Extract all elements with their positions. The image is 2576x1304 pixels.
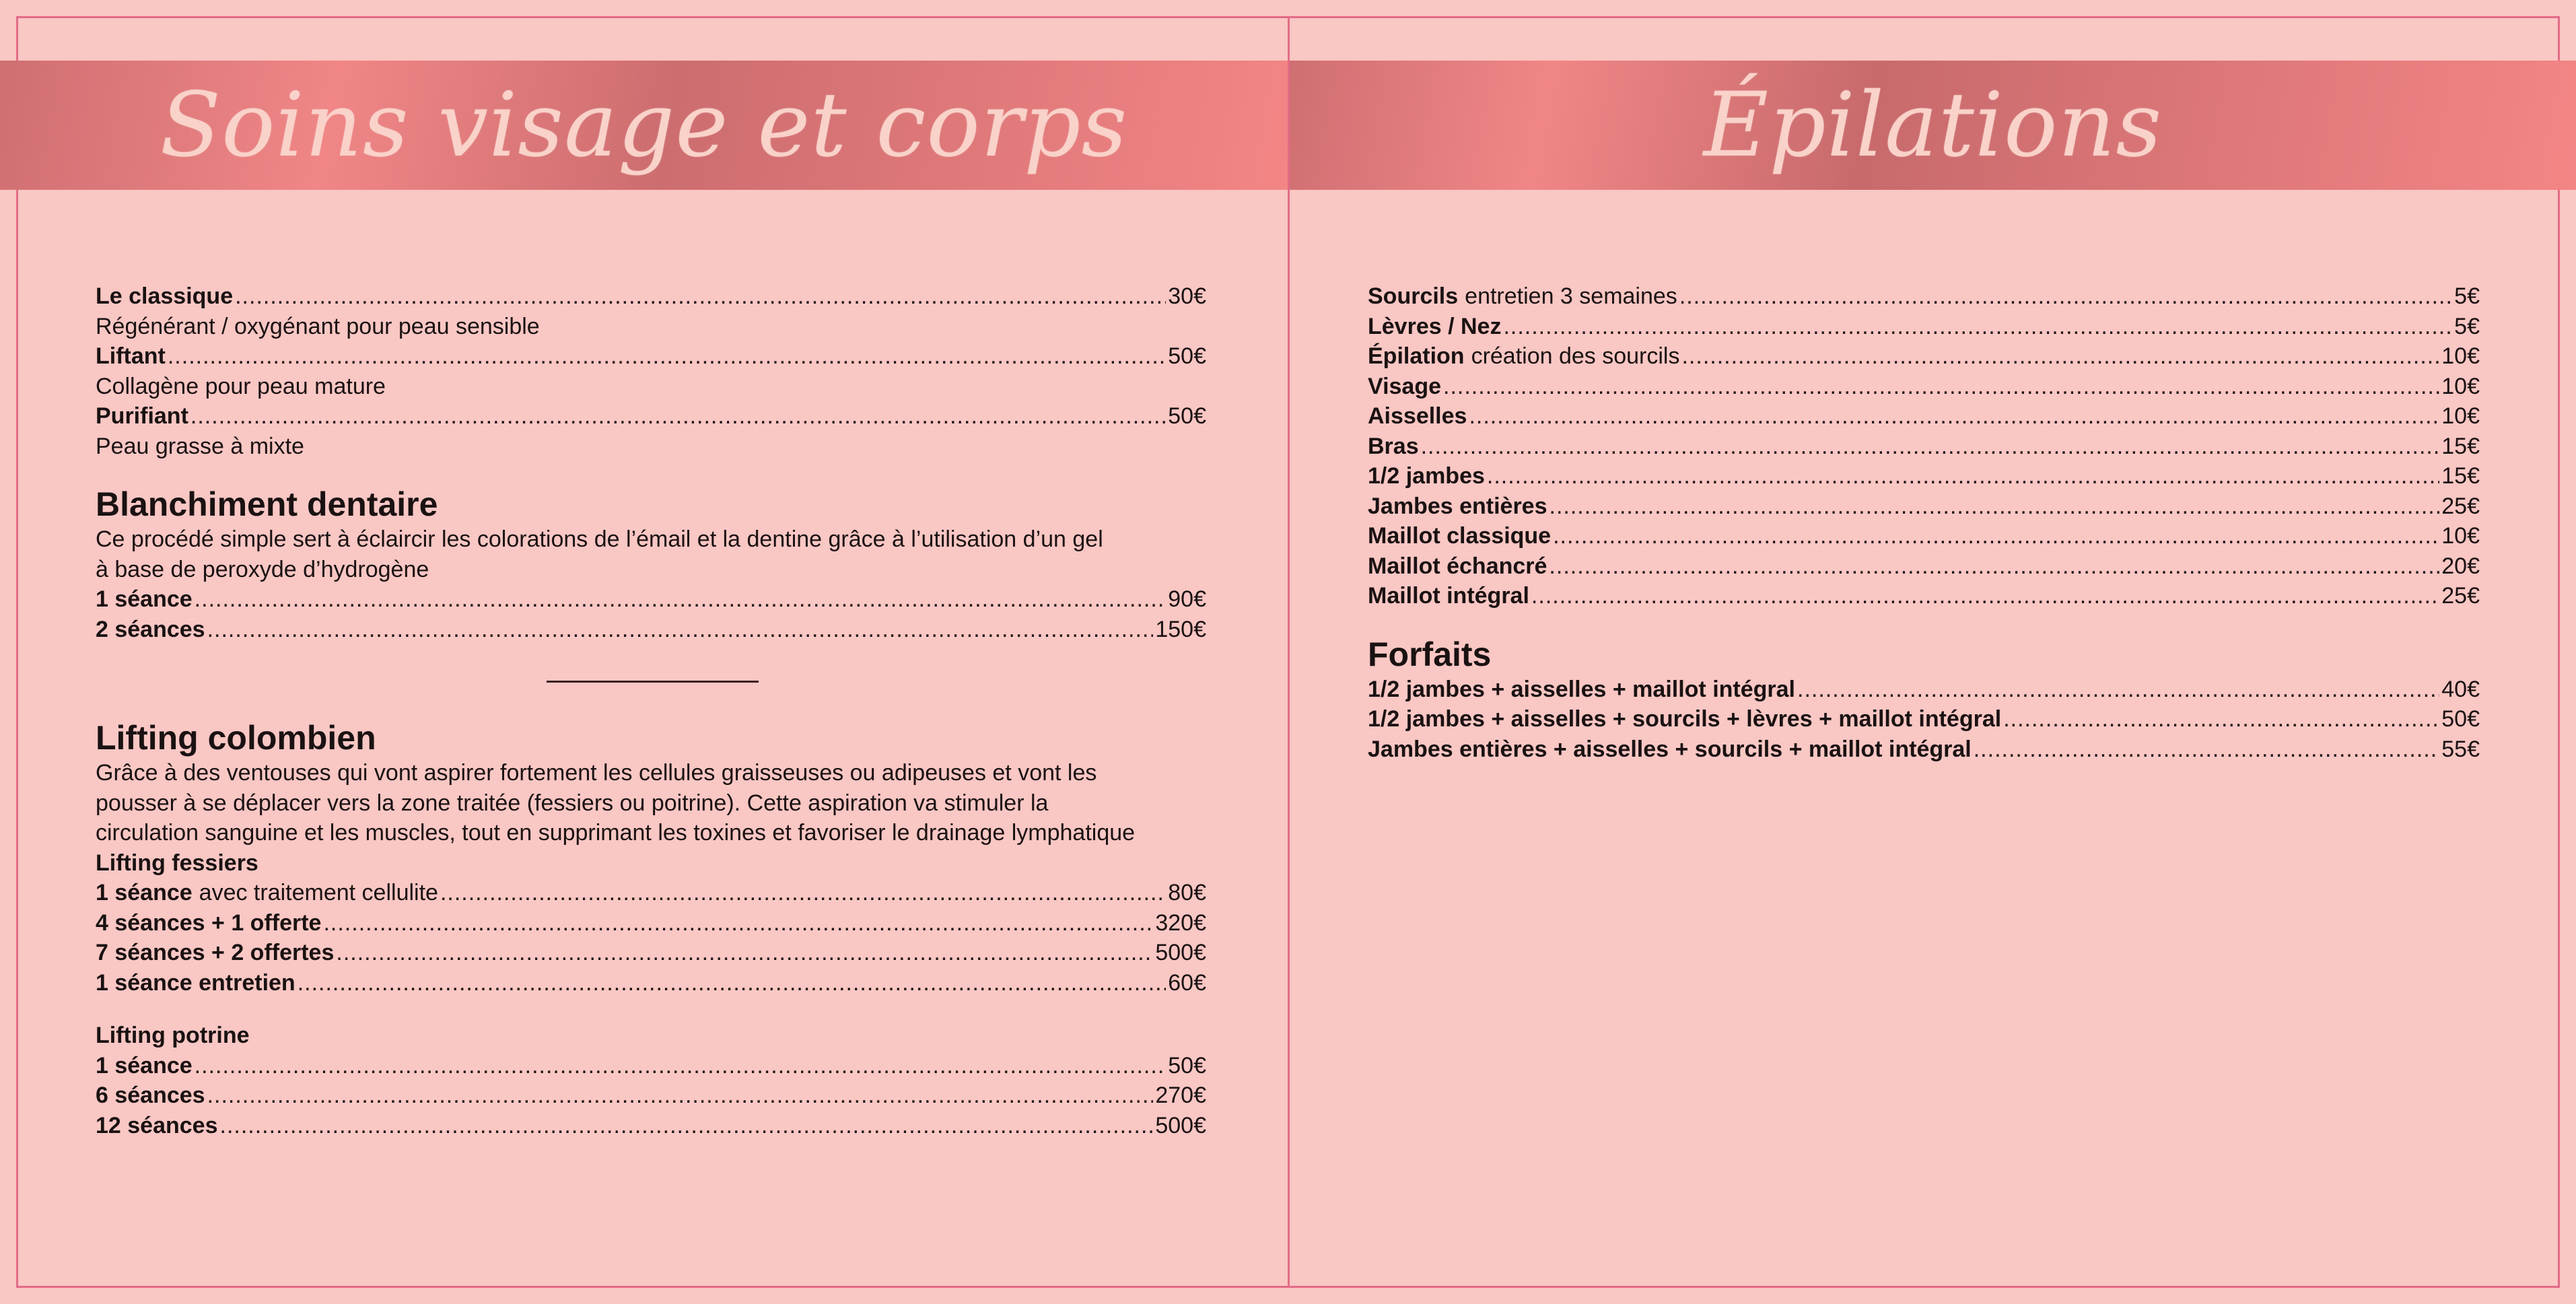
- leader-dots: [235, 281, 1166, 312]
- leader-dots: [1487, 461, 2439, 491]
- left-column: [96, 281, 1206, 1140]
- section-heading-forfaits: Forfaits: [1368, 635, 1492, 673]
- item-label: Jambes entières: [1368, 493, 1547, 519]
- price-row: [1368, 521, 2480, 551]
- item-price: 50€: [1168, 1052, 1206, 1078]
- leader-dots: [323, 908, 1153, 938]
- left-banner: [0, 61, 1288, 190]
- item-note: entretien 3 semaines: [1465, 283, 1677, 309]
- section-description: circulation sanguine et les muscles, tout en supprimant les toxines et favoriser le drainage lymphatique: [96, 820, 1136, 846]
- price-row: [1368, 675, 2480, 705]
- item-label: Sourcils: [1368, 283, 1459, 309]
- section-description: pousser à se déplacer vers la zone traitée (fessiers ou poitrine). Cette aspiration va stimuler la: [96, 790, 1049, 816]
- right-column: [1368, 281, 2480, 764]
- leader-dots: [220, 1111, 1154, 1141]
- item-label: 1 séance: [96, 880, 193, 905]
- leader-dots: [190, 401, 1166, 432]
- item-label: 12 séances: [96, 1112, 218, 1138]
- leader-dots: [1503, 312, 2452, 342]
- price-row: [1368, 401, 2480, 432]
- price-row: [96, 584, 1206, 615]
- item-price: 270€: [1155, 1083, 1206, 1108]
- item-label: 1 séance entretien: [96, 969, 295, 996]
- leader-dots: [168, 341, 1166, 372]
- item-price: 10€: [2441, 523, 2480, 549]
- price-row: [96, 401, 1206, 432]
- item-label: Maillot échancré: [1368, 553, 1547, 579]
- leader-dots: [336, 938, 1153, 968]
- item-description: Régénérant / oxygénant pour peau sensible: [96, 313, 540, 339]
- price-row: [1368, 432, 2480, 462]
- item-price: 30€: [1168, 283, 1206, 309]
- leader-dots: [1797, 675, 2439, 705]
- leader-dots: [2003, 704, 2439, 734]
- price-row: [1368, 734, 2480, 765]
- price-row: [1368, 372, 2480, 402]
- section-heading-blanchiment: Blanchiment dentaire: [96, 485, 438, 523]
- item-label: 2 séances: [96, 616, 205, 642]
- item-price: 5€: [2454, 313, 2480, 339]
- right-banner: [1290, 61, 2576, 190]
- price-row: [96, 1051, 1206, 1081]
- price-row: [1368, 281, 2480, 312]
- leader-dots: [1974, 734, 2440, 765]
- item-price: 60€: [1168, 969, 1206, 996]
- item-note: création des sourcils: [1471, 343, 1680, 369]
- leader-dots: [440, 878, 1166, 908]
- item-label: Le classique: [96, 283, 234, 309]
- item-note: avec traitement cellulite: [199, 880, 438, 905]
- item-price: 15€: [2441, 463, 2480, 489]
- subsection-heading-poitrine: Lifting potrine: [96, 1023, 250, 1048]
- item-price: 10€: [2441, 403, 2480, 429]
- item-price: 500€: [1155, 940, 1206, 965]
- leader-dots: [207, 1080, 1154, 1111]
- item-label: 7 séances + 2 offertes: [96, 940, 335, 965]
- item-price: 10€: [2441, 343, 2480, 369]
- price-row: [96, 341, 1206, 372]
- section-description: Ce procédé simple sert à éclaircir les colorations de l’émail et la dentine grâce à l’utilisation d’un gel: [96, 526, 1103, 552]
- price-row: [1368, 551, 2480, 582]
- price-row: [1368, 581, 2480, 611]
- right-page-title: Épilations: [1703, 73, 2163, 177]
- price-row: [1368, 491, 2480, 522]
- price-row: [96, 615, 1206, 645]
- leader-dots: [195, 584, 1167, 615]
- item-label: 6 séances: [96, 1083, 205, 1108]
- item-price: 15€: [2441, 433, 2480, 459]
- price-row: [1368, 341, 2480, 372]
- leader-dots: [1443, 372, 2439, 402]
- price-row: [96, 1111, 1206, 1141]
- item-description: Collagène pour peau mature: [96, 373, 386, 399]
- price-row: [96, 938, 1206, 968]
- item-price: 500€: [1155, 1112, 1206, 1138]
- item-price: 320€: [1155, 910, 1206, 936]
- item-price: 90€: [1168, 586, 1206, 612]
- price-row: [96, 1080, 1206, 1111]
- item-description: Peau grasse à mixte: [96, 433, 304, 459]
- leader-dots: [195, 1051, 1167, 1081]
- left-page-title: Soins visage et corps: [160, 73, 1128, 177]
- leader-dots: [1469, 401, 2439, 432]
- item-label: Jambes entières + aisselles + sourcils + maillot intégral: [1368, 736, 1972, 762]
- item-label: 1/2 jambes + aisselles + maillot intégral: [1368, 676, 1795, 702]
- price-row: [96, 281, 1206, 312]
- item-label: 1/2 jambes: [1368, 463, 1485, 489]
- page-divider: [1288, 16, 1290, 1288]
- leader-dots: [1679, 281, 2452, 312]
- price-row: [1368, 312, 2480, 342]
- section-description: à base de peroxyde d’hydrogène: [96, 556, 429, 582]
- leader-dots: [1549, 551, 2439, 582]
- item-price: 55€: [2441, 736, 2480, 762]
- item-label: Aisselles: [1368, 403, 1467, 429]
- subsection-heading-fessiers: Lifting fessiers: [96, 850, 258, 876]
- leader-dots: [1550, 491, 2440, 522]
- item-label: Maillot intégral: [1368, 583, 1529, 609]
- leader-dots: [1421, 432, 2440, 462]
- leader-dots: [1553, 521, 2439, 551]
- item-price: 25€: [2441, 493, 2480, 519]
- item-label: 4 séances + 1 offerte: [96, 910, 322, 936]
- item-price: 150€: [1155, 616, 1206, 642]
- section-heading-lifting: Lifting colombien: [96, 719, 376, 757]
- price-row: [96, 878, 1206, 908]
- item-label: Liftant: [96, 343, 166, 369]
- item-price: 50€: [1168, 403, 1206, 429]
- item-price: 50€: [2441, 706, 2480, 732]
- item-label: Purifiant: [96, 403, 188, 429]
- section-description: Grâce à des ventouses qui vont aspirer fortement les cellules graisseuses ou adipeuses et vont les: [96, 760, 1097, 786]
- leader-dots: [207, 615, 1154, 645]
- item-label: Visage: [1368, 373, 1442, 399]
- item-price: 80€: [1168, 880, 1206, 905]
- item-price: 5€: [2454, 283, 2480, 309]
- price-row: [96, 968, 1206, 998]
- item-price: 40€: [2441, 676, 2480, 702]
- price-row: [1368, 461, 2480, 491]
- item-label: Bras: [1368, 433, 1419, 459]
- leader-dots: [298, 968, 1167, 998]
- price-row: [96, 908, 1206, 938]
- item-price: 25€: [2441, 583, 2480, 609]
- item-price: 10€: [2441, 373, 2480, 399]
- leader-dots: [1681, 341, 2439, 372]
- item-label: 1 séance: [96, 1052, 193, 1078]
- price-row: [1368, 704, 2480, 734]
- item-price: 20€: [2441, 553, 2480, 579]
- item-label: 1 séance: [96, 586, 193, 612]
- item-label: 1/2 jambes + aisselles + sourcils + lèvres + maillot intégral: [1368, 706, 2002, 732]
- item-label: Lèvres / Nez: [1368, 313, 1502, 339]
- item-label: Maillot classique: [1368, 523, 1552, 549]
- leader-dots: [1531, 581, 2439, 611]
- item-label: Épilation: [1368, 343, 1465, 369]
- item-price: 50€: [1168, 343, 1206, 369]
